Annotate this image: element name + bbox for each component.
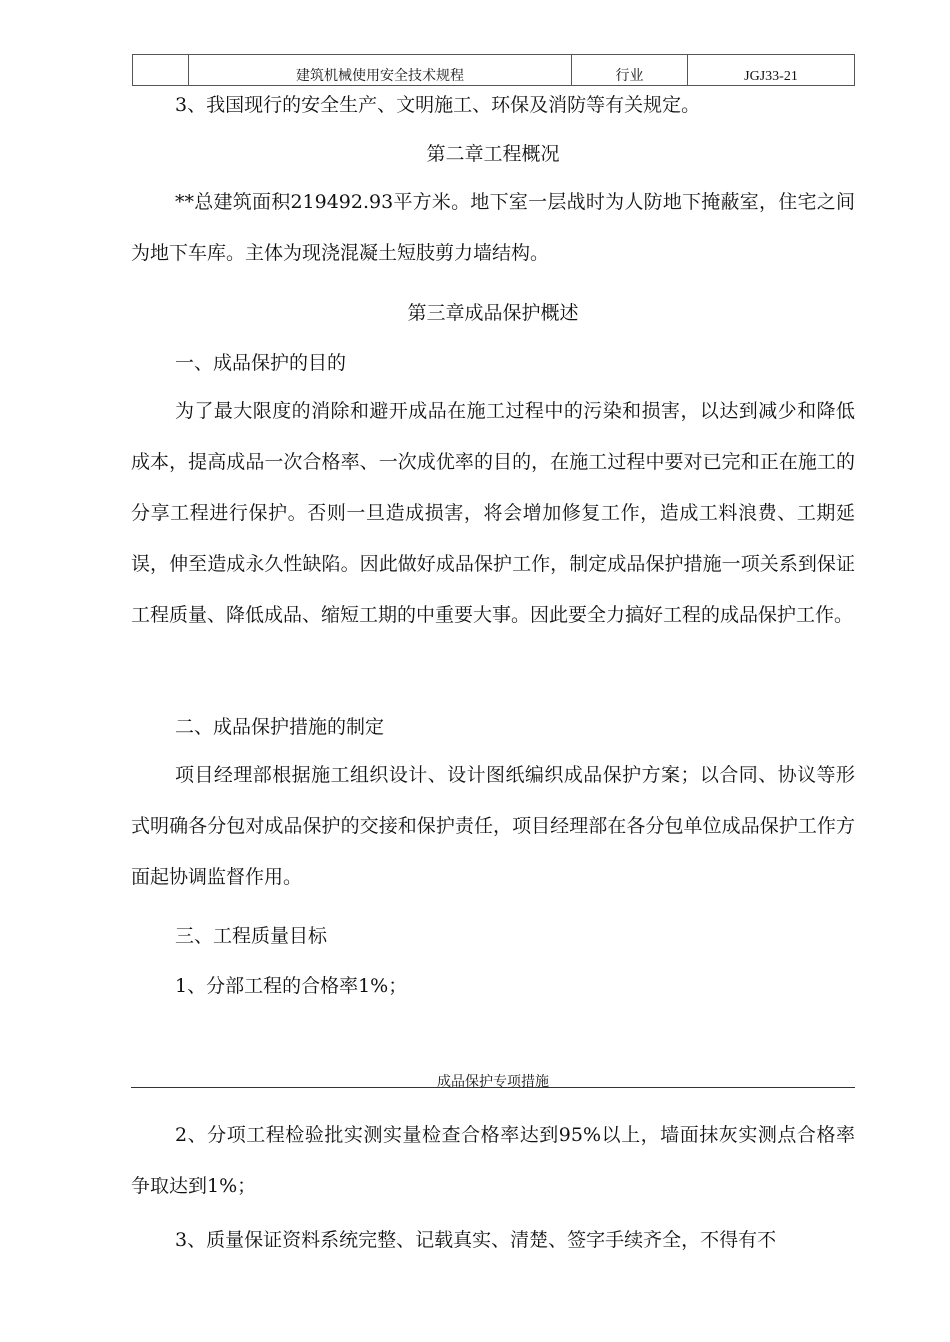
section-heading-measures: 二、成品保护措施的制定: [175, 716, 385, 738]
chapter-heading-2: 第二章工程概况: [426, 143, 560, 165]
paragraph-purpose: 为了最大限度的消除和避开成品在施工过程中的污染和损害，以达到减少和降低成本，提高成品一次合格率、一次成优率的目的，在施工过程中要对已完和正在施工的分享工程进行保护。否则一旦造成损害，将会增加修复工作，造成工料浪费、工期延误，伸至造成永久性缺陷。因此做好成品保护工作，制定成品保护措施一项关系到保证工程质量、降低成品、缩短工期的中重要大事。因此要全力搞好工程的成品保护工作。: [131, 400, 855, 626]
paragraph-project-overview: **总建筑面积219492.93平方米。地下室一层战时为人防地下掩蔽室，住宅之间为地下车库。主体为现浇混凝土短肢剪力墙结构。: [131, 191, 855, 264]
table-cell-index: [133, 55, 189, 86]
page-footer-title: 成品保护专项措施: [437, 1074, 549, 1090]
paragraph-quality-target-2: 2、分项工程检验批实测实量检查合格率达到95%以上，墙面抹灰实测点合格率争取达到1%；: [131, 1124, 855, 1197]
footer-divider: [131, 1087, 855, 1088]
table-cell-category: 行业: [572, 55, 688, 86]
paragraph-quality-target-3: 3、质量保证资料系统完整、记载真实、清楚、签字手续齐全，不得有不: [175, 1229, 777, 1251]
table-cell-code: JGJ33-21: [688, 55, 855, 86]
paragraph-measures: 项目经理部根据施工组织设计、设计图纸编织成品保护方案；以合同、协议等形式明确各分包对成品保护的交接和保护责任，项目经理部在各分包单位成品保护工作方面起协调监督作用。: [131, 764, 855, 888]
section-heading-purpose: 一、成品保护的目的: [175, 352, 347, 374]
paragraph-quality-target-1: 1、分部工程的合格率1%；: [175, 975, 408, 997]
chapter-heading-3: 第三章成品保护概述: [407, 302, 579, 324]
reference-table: [132, 54, 855, 86]
paragraph-regulations: 3、我国现行的安全生产、文明施工、环保及消防等有关规定。: [175, 94, 701, 116]
table-row: [133, 55, 855, 86]
table-cell-standard-name: 建筑机械使用安全技术规程: [189, 55, 572, 86]
section-heading-quality-target: 三、工程质量目标: [175, 925, 328, 947]
